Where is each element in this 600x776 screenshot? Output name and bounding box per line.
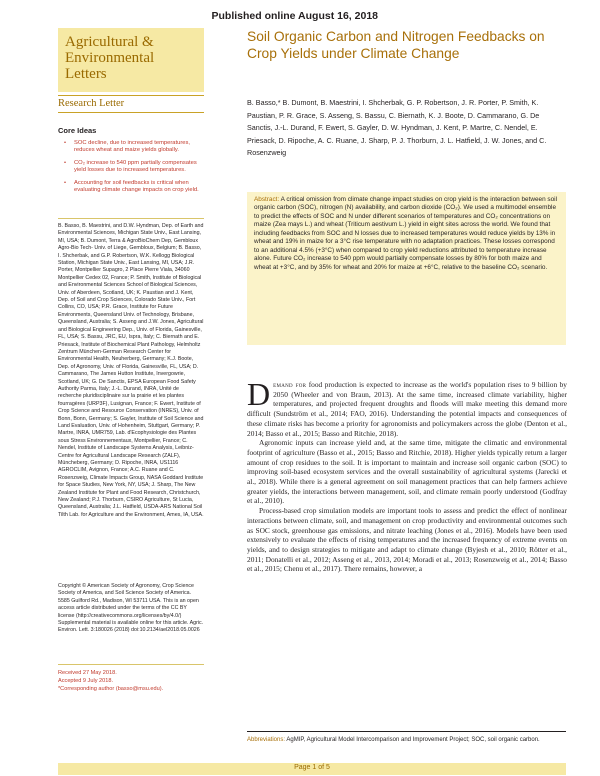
abstract-label: Abstract: <box>254 196 280 203</box>
article-title: Soil Organic Carbon and Nitrogen Feedbacks on Crop Yields under Climate Change <box>247 29 545 61</box>
published-date: Published online August 16, 2018 <box>211 10 378 22</box>
core-idea-text: SOC decline, due to increased temperatures, reduces wheat and maize yields globally. <box>74 140 191 154</box>
core-ideas-list <box>58 140 204 199</box>
core-idea-item <box>58 160 204 175</box>
core-idea-item <box>58 180 204 195</box>
journal-name-line2: Environmental <box>65 50 155 66</box>
bullet-icon: • <box>64 179 67 186</box>
bullet-icon: • <box>64 159 67 166</box>
bullet-icon: • <box>64 140 67 146</box>
copyright-notice: Copyright © American Society of Agronomy, Crop Science Society of America, and Soil Science Society of America. 5585 Guilford Rd., Madison, WI 53711 USA. This is an open access article distributed under the terms of the CC BY license (http://creativecommons.org/licenses/by/4.0/) Supplemental material is available online for this article. Agric. Environ. Lett. 3:180026 (2018) doi:10.2134/ael2018.05.0026 <box>58 583 204 634</box>
divider <box>58 664 204 665</box>
author-affiliations: B. Basso, B. Maestrini, and D.W. Hyndman, Dep. of Earth and Environmental Sciences, Michigan State Univ., East Lansing, MI, USA; B. Dumont, Terra & AgroBioChem Dep, Gembloux Agro-Bio Tech- Univ. of Liege, Gembloux, Belgium; B. Basso, I. Shcherbak, and G.P. Robertson, W.K. Kellogg Biological Station, Michigan State Univ., East Lansing, MI, USA; J.R. Porter, Montpellier Supagro, 2 Place Pierre Viala, 34060 Montpellier Cedex 02, France; P. Smith, Institute of Biological and Environmental Sciences School of Biological Sciences, Univ. of Aberdeen, Scotland, UK; K. Paustian and J. Kent, Dep. of Soil and Crop Sciences, Colorado State Univ., Fort Collins, CO, USA; P.R. Grace, Institute for Future Environments, Queensland Univ. of Technology, Brisbane, Queensland, Australia; S. Asseng and J.W. Jones, Agricultural and Biological Engineering Dep., Univ. of Florida, Gainesville, FL, USA; S. Bassu, JRC, EU, Ispra, Italy; C. Biernath and E. Priesack, Institute of Biochemical Plant Pathology, Helmholtz Zentrum München-German Research Center for Environmental Health, Neuherberg, Germany; K.J. Boote, Dep. of Agronomy, Univ. of Florida, Gainesville, FL, USA; D. Cammarano, The James Hutton Institute, Invergowrie, Scotland, UK; G. De Sanctis, EPSA European Food Safety Authority Parma, Italy; J.-L. Durand, INRA, Unité de recherche pluridisciplinaire sur la prairie et les plantes fourragères (URP3F), Lusignan, France; F. Ewert, Institute of Crop Science and Resource Conservation (INRES), Univ. of Bonn, Bonn, Germany; S. Gayler, Institute of Soil Science and Land Evaluation, Univ. of Hohenheim, Stuttgart, Germany; P. Martre, INRA, UMR759, Lab. d'Ecophysiologie des Plantes sous Stress Environnementaux, Montpellier, France; C. Nendel, Institute of Landscape Systems Analysis, Leibniz-Centre for Agricultural Landscape Research (ZALF), Müncheberg, Germany; D. Ripoche, INRA, US1116 AGROCLIM, Avignon, France; A.C. Ruane and C. Rosenzweig, Climate Impacts Group, NASA Goddard Institute for Space Studies, New York, NY, USA; J. Sharp, The New Zealand Institute for Plant and Food Research, Christchurch, New Zealand; P.J. Thorburn, CSIRO Agriculture, St Lucia, Queensland, Australia; J.L. Hatfield, USDA-ARS National Soil Tilth Lab. for Agriculture and the Environment, Ames, IA, USA. <box>58 223 204 518</box>
lead-in: emand for <box>273 380 307 389</box>
abstract <box>254 196 559 272</box>
journal-banner <box>58 28 204 92</box>
abbreviations-label: Abbreviations: <box>247 737 286 743</box>
abstract-box <box>247 192 566 345</box>
core-idea-text: Accounting for soil feedbacks is critical when evaluating climate change impacts on crop yield. <box>74 179 199 194</box>
page-number: Page 1 of 5 <box>294 764 330 771</box>
corresponding-author: *Corresponding author (basso@msu.edu). <box>58 686 164 692</box>
core-ideas-heading: Core Ideas <box>58 126 97 135</box>
section-label: Research Letter <box>58 95 204 113</box>
received-date: Received 27 May 2018. <box>58 670 117 676</box>
page-footer <box>58 763 566 775</box>
accepted-date: Accepted 9 July 2018. <box>58 678 114 684</box>
author-list: B. Basso,* B. Dumont, B. Maestrini, I. Shcherbak, G. P. Robertson, J. R. Porter, P. Smith, K. Paustian, P. R. Grace, S. Asseng, S. Bassu, C. Biernath, K. J. Boote, D. Cammarano, G. De Sanctis, J.-L. Durand, F. Ewert, S. Gayler, D. W. Hyndman, J. Kent, P. Martre, C. Nendel, E. Priesack, D. Ripoche, A. C. Ruane, J. Sharp, P. J. Thorburn, J. L. Hatfield, J. W. Jones, and C. Rosenzweig <box>247 98 547 158</box>
divider <box>58 218 204 219</box>
journal-name-line3: Letters <box>65 66 107 82</box>
journal-name <box>65 34 197 82</box>
abstract-text: A critical omission from climate change impact studies on crop yield is the interaction between soil organic carbon (SOC), nitrogen (N) availability, and carbon dioxide (CO₂). We used a multimodel ensemble to predict the effects of SOC and N under different scenarios of temperatures and CO₂ concentrations on maize (Zea mays L.) and wheat (Triticum aestivum L.) yield in eight sites across the world. We found that including feedbacks from SOC and N losses due to increased temperatures would reduce yields by 13% in wheat and 19% in maize for a 3°C rise temperature with no adaptation practices. These losses correspond to an additional 4.5% (+3°C) when compared to crop yield reductions attributed to temperature increase alone. Future CO₂ increase to 540 ppm would partially compensate losses by 80% for both maize and wheat at +3°C, and by 35% for wheat and 20% for maize at +6°C, relative to the baseline CO₂ scenario. <box>254 196 558 271</box>
drop-cap: D <box>247 376 271 412</box>
abbreviations <box>247 736 566 744</box>
body-paragraph <box>247 376 567 438</box>
body-paragraph: Process-based crop simulation models are important tools to assess and predict the effect of nonlinear interactions between climate, soil, and management on crop productivity and environmental outcomes such as SOC stock, greenhouse gas emissions, and nitrate leaching (Jones et al., 2016). Models have been used extensively to evaluate the effects of rising temperatures and the increased frequency of extreme events on yields, and to design strategies to mitigate and adapt to climate change (Byjesh et al., 2010; Rötter et al., 2011; Donatelli et al., 2012; Asseng et al., 2013, 2014; Moradi et al., 2013; Rosenzweig et al., 2014; Basso et al., 2015; Chenu et al., 2017). There remains, however, a <box>247 506 567 574</box>
core-idea-text: CO₂ increase to 540 ppm partially compensates yield losses due to increased temperatures. <box>74 159 197 174</box>
journal-name-line1: Agricultural & <box>65 34 154 50</box>
article-dates <box>58 669 204 693</box>
core-idea-item <box>58 140 204 155</box>
abbreviations-text: AgMIP, Agricultural Model Intercomparison and Improvement Project; SOC, soil organic carbon. <box>286 737 540 743</box>
divider <box>247 731 566 732</box>
article-body <box>247 376 567 574</box>
body-paragraph-text: food production is expected to increase as the world's population rises to 9 billion by 2050 (Wheeler and von Braun, 2013). At the same time, increased climate variability, higher temperatures, and projected frequent droughts and floods will make meeting this demand more difficult (Sundström et al., 2014; FAO, 2016). Understanding the potential impacts and consequences of these climate risks has become a priority for agronomists and policymakers across the globe (Denton et al., 2014; Basso et al., 2015; Basso and Ritchie, 2018). <box>247 380 567 438</box>
body-paragraph: Agronomic inputs can increase yield and, at the same time, mitigate the climatic and environmental footprint of agriculture (Basso et al., 2015; Basso and Ritchie, 2018). Higher yields typically return a larger amount of crop residues to the soil. It is important to maintain and increase soil organic carbon (SOC) to improving soil-based ecosystem services and the overall sustainability of agricultural systems (Jarecki et al., 2018). While there is a general agreement on soil management practices that can help farmers achieve greater yields, the interactions between management, soil, and climate remain poorly understood (Godfray et al., 2010). <box>247 438 567 506</box>
